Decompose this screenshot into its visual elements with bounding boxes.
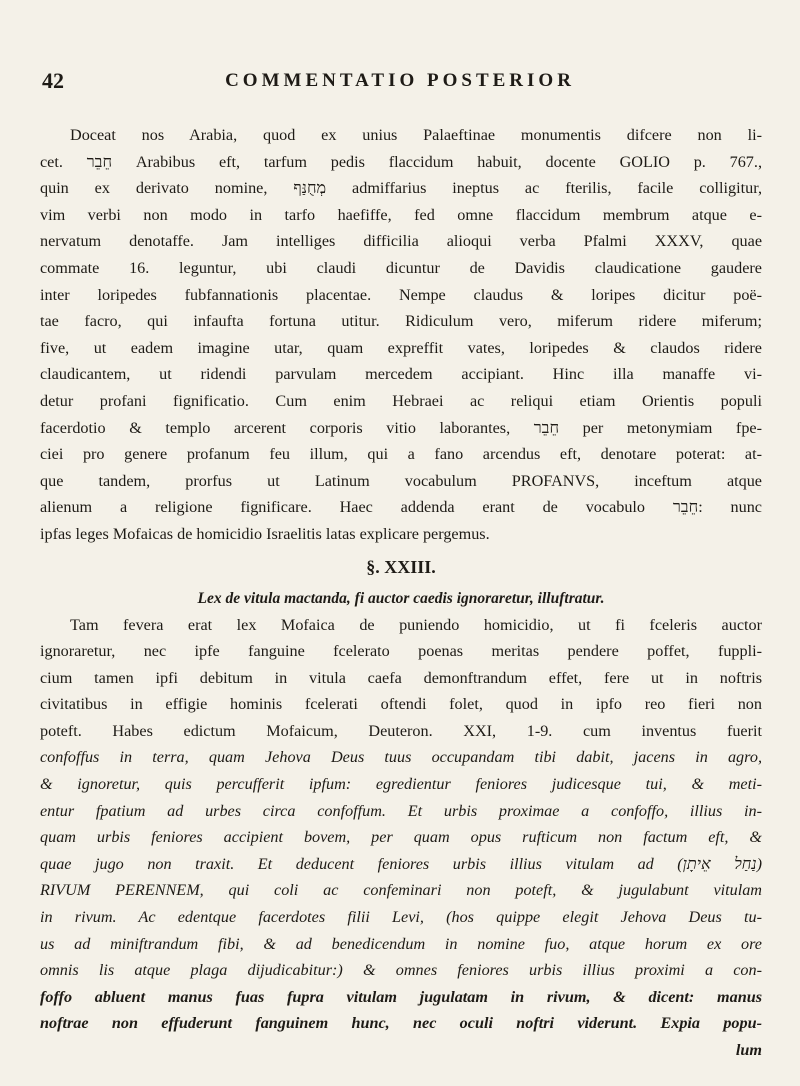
paragraph-1 [40,122,762,548]
text-line: commate 16. leguntur, ubi claudi dicuntur de Davidis claudicatione gaudere [40,258,762,277]
text-line: ciei pro genere profanum feu illum, qui a fano arcendus eft, denotare poterat: at- [40,445,762,464]
text-line: quin ex derivato nomine, מְחֻנַּף admiffarius ineptus ac fterilis, facile colligitur, [40,179,762,198]
text-line: in rivum. Ac edentque facerdotes filii Levi, (hos quippe elegit Jehova Deus tu- [40,908,762,927]
text-line: inter loripedes fubfannationis placentae. Nempe claudus & loripes dicitur poë- [40,285,762,304]
text-line: cium tamen ipfi debitum in vitula caefa demonftrandum effet, fere ut in noftris [40,668,762,687]
text-line: detur profani fignificatio. Cum enim Hebraei ac reliqui etiam Orientis populi [40,391,762,410]
section-subheading: Lex de vitula mactanda, fi auctor caedis ignoraretur, illuftratur. [197,589,605,607]
text-line: cet. חֵבֵר Arabibus eft, tarfum pedis flaccidum habuit, docente GOLIO p. 767., [40,152,762,171]
running-title: COMMENTATIO POSTERIOR [225,70,575,91]
text-line: alienum a religione fignificare. Haec addenda erant de vocabulo חֵבֵר: nunc [40,498,762,517]
text-line: us ad miniftrandum fibi, & ad benedicendum in nomine fuo, atque horum ex ore [40,934,762,953]
text-line: ipfas leges Mofaicas de homicidio Israelitis latas explicare pergemus. [40,524,490,543]
text-line: ignoraretur, nec ipfe fanguine fcelerato poenas meritas pendere poffet, fuppli- [40,642,762,661]
text-line: RIVUM PERENNEM, qui coli ac confeminari non poteft, & jugulabunt vitulam [40,881,762,900]
text-line: quae jugo non traxit. Et deducent feniores urbis illius vitulam ad (נַחַל אֵיתָן) [40,854,762,873]
text-line: & ignoretur, quis percufferit ipfum: egredientur feniores judicesque tui, & meti- [40,775,762,794]
text-line: omnis lis atque plaga dijudicabitur:) & omnes feniores urbis illius proximi a con- [40,961,762,980]
text-line: entur fpatium ad urbes circa confoffum. Et urbis proximae a confoffo, illius in- [40,801,762,820]
text-line: facerdotio & templo arcerent corporis vitio laborantes, חֵבֵר per metonymiam fpe- [40,418,762,437]
page-number: 42 [42,68,64,93]
text-line: Doceat nos Arabia, quod ex unius Palaeftinae monumentis difcere non li- [70,126,762,144]
text-line: Tam fevera erat lex Mofaica de puniendo homicidio, ut fi fceleris auctor [70,615,762,634]
text-line: nervatum denotaffe. Jam intelliges difficilia alioqui verba Pfalmi XXXV, quae [40,232,762,251]
text-line: poteft. Habes edictum Mofaicum, Deuteron. XXI, 1-9. cum inventus fuerit [40,721,762,740]
text-line: vim verbi non modo in tarfo haefiffe, fed omne flaccidum membrum atque e- [40,205,762,224]
text-line: tae facro, qui infaufta fortuna utitur. Ridiculum vero, miferum ridere miferum; [40,312,762,331]
text-line: foffo abluent manus fuas fupra vitulam jugulatam in rivum, & dicent: manus [40,987,762,1006]
paragraph-2 [40,612,762,1064]
page-header [42,68,758,98]
catchword: lum [735,1041,762,1059]
text-line: confoffus in terra, quam Jehova Deus tuus occupandam tibi dabit, jacens in agro, [40,748,762,767]
text-line: que tandem, prorfus ut Latinum vocabulum PROFANVS, inceftum atque [40,471,762,490]
text-line: five, ut eadem imagine utar, quam expreffit vates, loripedes & claudos ridere [40,338,762,357]
text-line: civitatibus in effigie hominis fcelerati oftendi folet, quod in ipfo reo fieri non [40,695,762,714]
text-line: quam urbis feniores accipient bovem, per quam opus rufticum non factum eft, & [40,828,762,847]
text-line: noftrae non effuderunt fanguinem hunc, nec oculi noftri viderunt. Expia popu- [40,1014,762,1033]
text-body [40,122,762,1064]
section-heading: §. XXIII. [366,556,436,577]
text-line: claudicantem, ut ridendi parvulam mercedem accipiant. Hinc illa manaffe vi- [40,365,762,384]
